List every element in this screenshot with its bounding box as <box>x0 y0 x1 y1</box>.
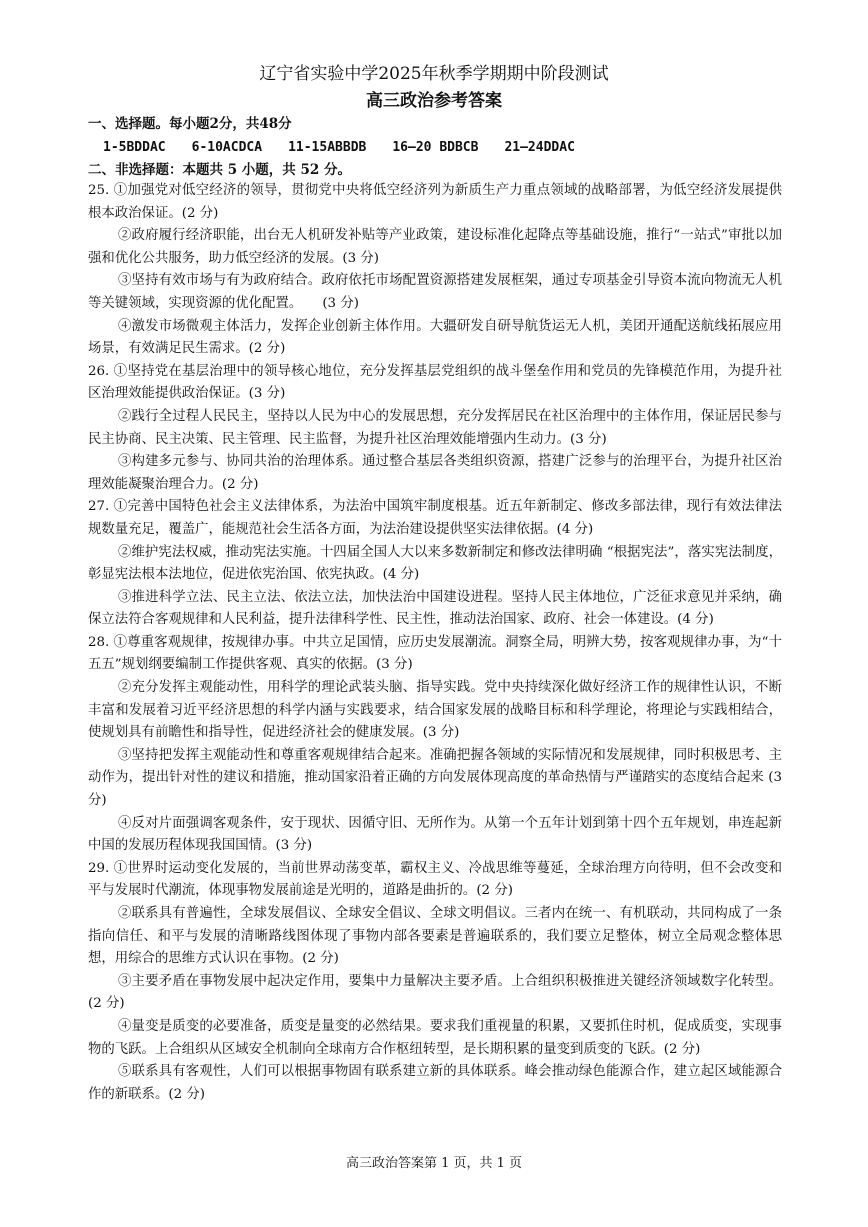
answer-group: 21—24DDAC <box>504 140 575 155</box>
section2-heading: 二、非选择题：本题共 5 小题，共 52 分。 <box>88 162 351 178</box>
q29-point-3: ③主要矛盾在事物发展中起决定作用，要集中力量解决主要矛盾。上合组织积极推进关键经济领域数字化转型。(2 分) <box>88 973 782 1012</box>
q29-point-5: ⑤联系具有客观性，人们可以根据事物固有联系建立新的具体联系。峰会推动绿色能源合作，建立起区域能源合作的新联系。(2 分) <box>88 1064 782 1102</box>
q25-point-1: 25. ①加强党对低空经济的领导，贯彻党中央将低空经济列为新质生产力重点领域的战略部署，为低空经济发展提供根本政治保证。(2 分) <box>88 183 782 221</box>
answer-group: 16—20 BDBCB <box>392 140 479 155</box>
answer-key-title: 高三政治参考答案 <box>366 91 502 111</box>
q25-point-2: ②政府履行经济职能，出台无人机研发补贴等产业政策，建设标准化起降点等基础设施，推行“一站式”审批以加强和优化公共服务，助力低空经济的发展。(3 分) <box>88 228 782 266</box>
q25-point-4: ④激发市场微观主体活力，发挥企业创新主体作用。大疆研发自研导航货运无人机，美团开通配送航线拓展应用场景，有效满足民生需求。(2 分) <box>88 318 782 357</box>
exam-title: 辽宁省实验中学2025年秋季学期期中阶段测试 <box>259 64 609 84</box>
q26-point-3: ③构建多元参与、协同共治的治理体系。通过整合基层各类组织资源，搭建广泛参与的治理平台，为提升社区治理效能凝聚治理合力。(2 分) <box>88 454 782 492</box>
answer-group: 1-5BDDAC <box>103 140 166 155</box>
q26-point-2: ②践行全过程人民民主，坚持以人民为中心的发展思想，充分发挥居民在社区治理中的主体作用，保证居民参与民主协商、民主决策、民主管理、民主监督，为提升社区治理效能增强内生动力。(3 分) <box>88 408 782 447</box>
q28-point-2: ②充分发挥主观能动性，用科学的理论武装头脑、指导实践。党中央持续深化做好经济工作的规律性认识，不断丰富和发展着习近平经济思想的科学内涵与实践要求，结合国家发展的战略目标和科学理论，将理论与实践相结合，使规划具有前瞻性和指导性，促进经济社会的健康发展。(3 分) <box>88 680 782 741</box>
answer-group: 6-10ACDCA <box>191 140 263 155</box>
q28-point-3: ③坚持把发挥主观能动性和尊重客观规律结合起来。准确把握各领域的实际情况和发展规律，同时积极思考、主动作为，提出针对性的建议和措施，推动国家沿着正确的方向发展体现高度的革命热情与严谨踏实的态度结合起来 (3 分) <box>88 747 782 809</box>
q29-point-4: ④量变是质变的必要准备，质变是量变的必然结果。要求我们重视量的积累，又要抓住时机，促成质变，实现事物的飞跃。上合组织从区域安全机制向全球南方合作枢纽转型，是长期积累的量变到质变的飞跃。(2 分) <box>88 1018 782 1057</box>
q27-point-3: ③推进科学立法、民主立法、依法立法，加快法治中国建设进程。坚持人民主体地位，广泛征求意见并采纳，确保立法符合客观规律和人民利益，提升法律科学性、民主性，推动法治国家、政府、社会一体建设。(4 分) <box>88 589 782 628</box>
section1-heading: 一、选择题。每小题2分，共48分 <box>88 116 292 132</box>
q29-point-1: 29. ①世界时运动变化发展的，当前世界动荡变革，霸权主义、冷战思维等蔓延，全球治理方向待明，但不会改变和平与发展时代潮流，体现事物发展前途是光明的，道路是曲折的。(2 分) <box>88 860 782 899</box>
q28-point-1: 28. ①尊重客观规律，按规律办事。中共立足国情，应历史发展潮流。洞察全局，明辨大势，按客观规律办事，为“十五五”规划纲要编制工作提供客观、真实的依据。(3 分) <box>88 634 782 673</box>
q26-point-1: 26. ①坚持党在基层治理中的领导核心地位，充分发挥基层党组织的战斗堡垒作用和党员的先锋模范作用，为提升社区治理效能提供政治保证。(3 分) <box>88 363 782 402</box>
multiple-choice-answers <box>103 138 601 158</box>
q27-point-2: ②维护宪法权威，推动宪法实施。十四届全国人大以来多数新制定和修改法律明确 “根据宪法”，落实宪法制度，彰显宪法根本法地位，促进依宪治国、依宪执政。(4 分) <box>88 544 782 583</box>
page-footer: 高三政治答案第 1 页，共 1 页 <box>345 1156 523 1171</box>
q28-point-4: ④反对片面强调客观条件，安于现状、因循守旧、无所作为。从第一个五年计划到第十四个五年规划，串连起新中国的发展历程体现我国国情。(3 分) <box>88 815 782 854</box>
q29-point-2: ②联系具有普遍性，全球发展倡议、全球安全倡议、全球文明倡议。三者内在统一、有机联动，共同构成了一条指向信任、和平与发展的清晰路线图体现了事物内部各要素是普遍联系的，我们要立足整体，树立全局观念整体思想，用综合的思维方式认识在事物。(2 分) <box>88 906 782 967</box>
q25-point-3: ③坚持有效市场与有为政府结合。政府依托市场配置资源搭建发展框架，通过专项基金引导资本流向物流无人机等关键领域，实现资源的优化配置。 (3 分) <box>88 273 782 311</box>
answer-group: 11-15ABBDB <box>288 140 367 155</box>
answer-body <box>88 180 782 1106</box>
q27-point-1: 27. ①完善中国特色社会主义法律体系，为法治中国筑牢制度根基。近五年新制定、修改多部法律，现行有效法律法规数量充足，覆盖广，能规范社会生活各方面，为法治建设提供坚实法律依据。(4 分) <box>88 499 782 537</box>
